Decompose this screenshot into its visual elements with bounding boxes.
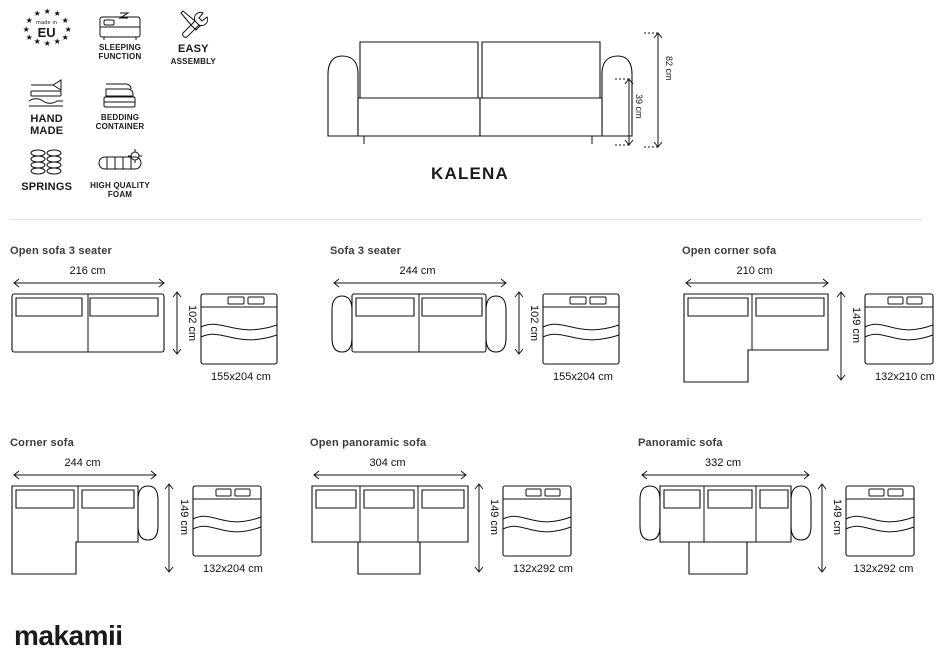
width-dimension-line [310,470,470,480]
brand-logo: makamii [14,620,123,651]
variant-bed-label: 155x204 cm [211,371,271,383]
badge-springs [10,146,83,206]
variant-open-corner-sofa [682,245,935,384]
badge-bedding-container-line1: BEDDING [100,113,140,122]
sofa-top-view [330,292,510,356]
bed-top-view [192,485,262,557]
variant-width-label: 332 cm [704,457,742,469]
hero-height-seat-label: 39 cm [634,94,644,119]
badge-made-in-eu-line1: made in [36,20,58,26]
width-dimension-line [638,470,813,480]
eu-stars-icon: ★ ★ ★ ★ ★ ★ ★ ★ ★ ★ ★ ★ made in EU [20,8,74,42]
variant-depth-label: 149 cm [831,499,843,536]
variant-width-label: 210 cm [736,265,773,277]
badge-sleeping-function-line1: SLEEPING [98,43,142,52]
width-dimension-line [682,278,832,288]
variant-depth-label: 102 cm [528,305,540,342]
bedding-container-icon [98,78,142,112]
variant-depth-label: 149 cm [178,499,190,536]
variant-depth-label: 102 cm [186,305,198,342]
springs-icon [25,146,69,180]
sofa-top-view [10,484,160,576]
variant-title: Corner sofa [10,437,74,449]
badge-spacer-2 [157,146,230,206]
depth-dimension-line [162,482,176,574]
foam-icon [95,146,145,180]
depth-dimension-line [170,290,184,356]
variant-depth-label: 149 cm [850,307,862,344]
badge-springs-line1: SPRINGS [21,181,73,193]
variant-depth-label: 149 cm [488,499,500,536]
variant-panoramic-sofa [638,437,933,576]
variant-bed-label: 132x210 cm [875,371,935,383]
badge-high-quality-foam-line2: FOAM [107,189,133,199]
badge-hand-made-line1: HAND [30,113,63,125]
variant-title: Open corner sofa [682,245,777,257]
variant-width-label: 304 cm [369,457,406,469]
badge-hand-made-line2: MADE [30,124,64,137]
badge-high-quality-foam [83,146,156,206]
badge-hand-made [10,78,83,138]
variant-bed-label: 132x204 cm [203,563,263,575]
variant-width-label: 216 cm [69,265,106,277]
variant-bed-label: 132x292 cm [853,563,914,575]
badge-made-in-eu-line2: EU [37,25,56,40]
bed-top-view [542,293,620,365]
depth-dimension-line [834,290,848,382]
sofa-top-view [638,484,813,576]
badge-sleeping-function [83,8,156,68]
depth-dimension-line [472,482,486,574]
badge-bedding-container-line2: CONTAINER [95,121,145,131]
hero-height-total-label: 82 cm [664,56,674,81]
variant-bed-label: 132x292 cm [513,563,573,575]
width-dimension-line [10,470,160,480]
variant-open-panoramic-sofa [310,437,600,576]
depth-dimension-line [815,482,829,574]
variant-title: Panoramic sofa [638,437,723,449]
variant-width-label: 244 cm [399,265,436,277]
badge-made-in-eu [10,8,83,68]
sofa-top-view [682,292,832,384]
badge-bedding-container [83,78,156,138]
badge-spacer [157,78,230,138]
variant-title: Sofa 3 seater [330,245,402,257]
badge-sleeping-function-line2: FUNCTION [98,51,142,61]
sleeping-function-icon [98,8,142,42]
variant-title: Open panoramic sofa [310,437,427,449]
bed-top-view [200,293,278,365]
product-name: KALENA [430,164,510,183]
variant-width-label: 244 cm [64,457,101,469]
bed-top-view [845,485,915,557]
variant-open-sofa-3-seater [10,245,300,383]
badge-easy-assembly-line1: EASY [177,43,209,55]
badge-easy-assembly-line2: ASSEMBLY [170,56,216,66]
hand-made-icon [25,78,69,112]
width-dimension-line [10,278,170,288]
badge-row-3 [10,146,230,206]
sofa-top-view [10,292,170,356]
variant-title: Open sofa 3 seater [10,245,113,257]
sofa-top-view [310,484,470,576]
variant-corner-sofa [10,437,300,576]
badge-easy-assembly [157,8,230,68]
hero-height-dimension [644,30,674,150]
width-dimension-line [330,278,510,288]
badge-row-2 [10,78,230,138]
bed-top-view [502,485,572,557]
depth-dimension-line [512,290,526,356]
bed-top-view [864,293,934,365]
tools-icon [173,8,213,42]
feature-badges [10,8,230,206]
variant-sofa-3-seater [330,245,620,383]
badge-row-1 [10,8,230,68]
variant-bed-label: 155x204 cm [553,371,613,383]
badge-high-quality-foam-line1: HIGH QUALITY [90,181,150,190]
divider [10,219,922,220]
